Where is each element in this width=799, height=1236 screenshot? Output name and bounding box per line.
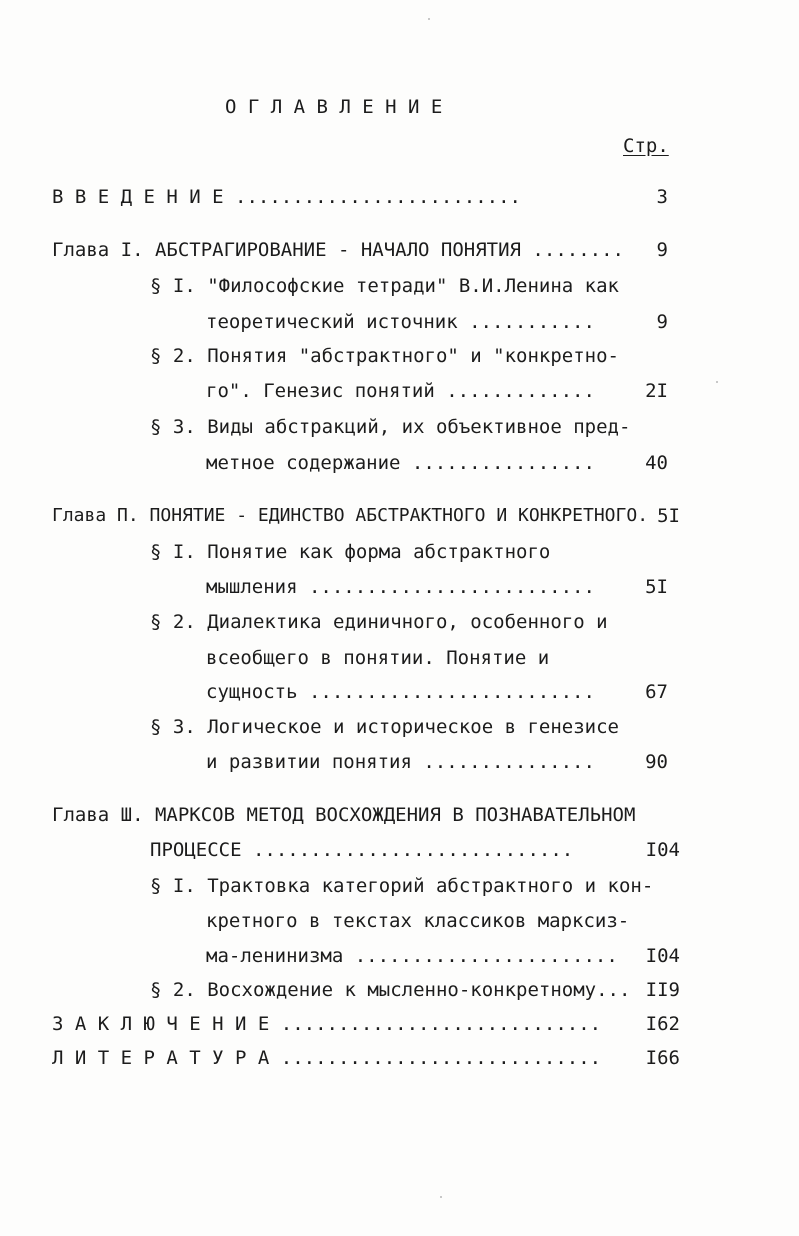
toc-literature-page: I66 (645, 1047, 680, 1069)
scan-speck (428, 18, 430, 20)
toc-chapter-1: Глава I. АБСТРАГИРОВАНИЕ - НАЧАЛО ПОНЯТИЯ ........ (52, 239, 624, 261)
toc-chapter-3-page: I04 (645, 839, 680, 861)
toc-ch1-section-1-page: 9 (656, 311, 668, 333)
toc-chapter-1-page: 9 (656, 239, 668, 261)
toc-ch1-section-1-line2: теоретический источник ........... (206, 311, 595, 333)
page-column-label: Стр. (623, 135, 669, 157)
toc-ch1-section-3-page: 40 (645, 452, 668, 474)
toc-ch2-section-1-line2: мышления ......................... (206, 576, 595, 598)
scan-speck (716, 381, 718, 383)
toc-ch1-section-2-line2: го". Генезис понятий ............. (206, 380, 595, 402)
toc-ch3-section-1-line2: кретного в текстах классиков марксиз- (206, 910, 630, 932)
scan-speck (440, 1196, 442, 1198)
toc-intro-page: 3 (656, 186, 668, 208)
toc-ch1-section-3-line2: метное содержание ................ (206, 452, 595, 474)
toc-ch1-section-1-line1: § I. "Философские тетради" В.И.Ленина как (150, 275, 619, 297)
toc-literature: Л И Т Е Р А Т У Р А ............................ (52, 1047, 602, 1069)
toc-conclusion-page: I62 (645, 1013, 680, 1035)
toc-ch2-section-2-line3: сущность ......................... (206, 681, 595, 703)
toc-ch2-section-2-line2: всеобщего в понятии. Понятие и (206, 647, 550, 669)
toc-chapter-2-page: 5I (657, 505, 680, 527)
toc-ch3-section-1-line1: § I. Трактовка категорий абстрактного и кон- (150, 875, 654, 897)
toc-ch2-section-2-page: 67 (645, 681, 668, 703)
toc-ch3-section-1-line3: ма-ленинизма ....................... (206, 945, 618, 967)
toc-ch2-section-3-page: 90 (645, 751, 668, 773)
toc-ch1-section-2-line1: § 2. Понятия "абстрактного" и "конкретно- (150, 345, 619, 367)
toc-ch2-section-3-line1: § 3. Логическое и историческое в генезисе (150, 716, 619, 738)
toc-ch3-section-2: § 2. Восхождение к мысленно-конкретному... (150, 979, 631, 1001)
toc-chapter-3-line1: Глава Ш. МАРКСОВ МЕТОД ВОСХОЖДЕНИЯ В ПОЗНАВАТЕЛЬНОМ (52, 804, 636, 826)
document-title: О Г Л А В Л Е Н И Е (225, 96, 443, 118)
toc-ch2-section-1-line1: § I. Понятие как форма абстрактного (150, 541, 551, 563)
toc-ch2-section-2-line1: § 2. Диалектика единичного, особенного и (150, 611, 608, 633)
toc-ch2-section-3-line2: и развитии понятия ............... (206, 751, 595, 773)
toc-ch3-section-2-page: II9 (645, 979, 680, 1001)
toc-conclusion: З А К Л Ю Ч Е Н И Е ............................ (52, 1013, 602, 1035)
toc-ch1-section-2-page: 2I (645, 380, 668, 402)
toc-ch2-section-1-page: 5I (645, 576, 668, 598)
toc-chapter-3-line2: ПРОЦЕССЕ ............................ (150, 839, 574, 861)
toc-ch3-section-1-page: I04 (645, 945, 680, 967)
toc-chapter-2: Глава П. ПОНЯТИЕ - ЕДИНСТВО АБСТРАКТНОГО И КОНКРЕТНОГО. (52, 505, 649, 526)
toc-ch1-section-3-line1: § 3. Виды абстракций, их объективное пред- (150, 416, 631, 438)
toc-intro: В В Е Д Е Н И Е ......................... (52, 186, 521, 208)
